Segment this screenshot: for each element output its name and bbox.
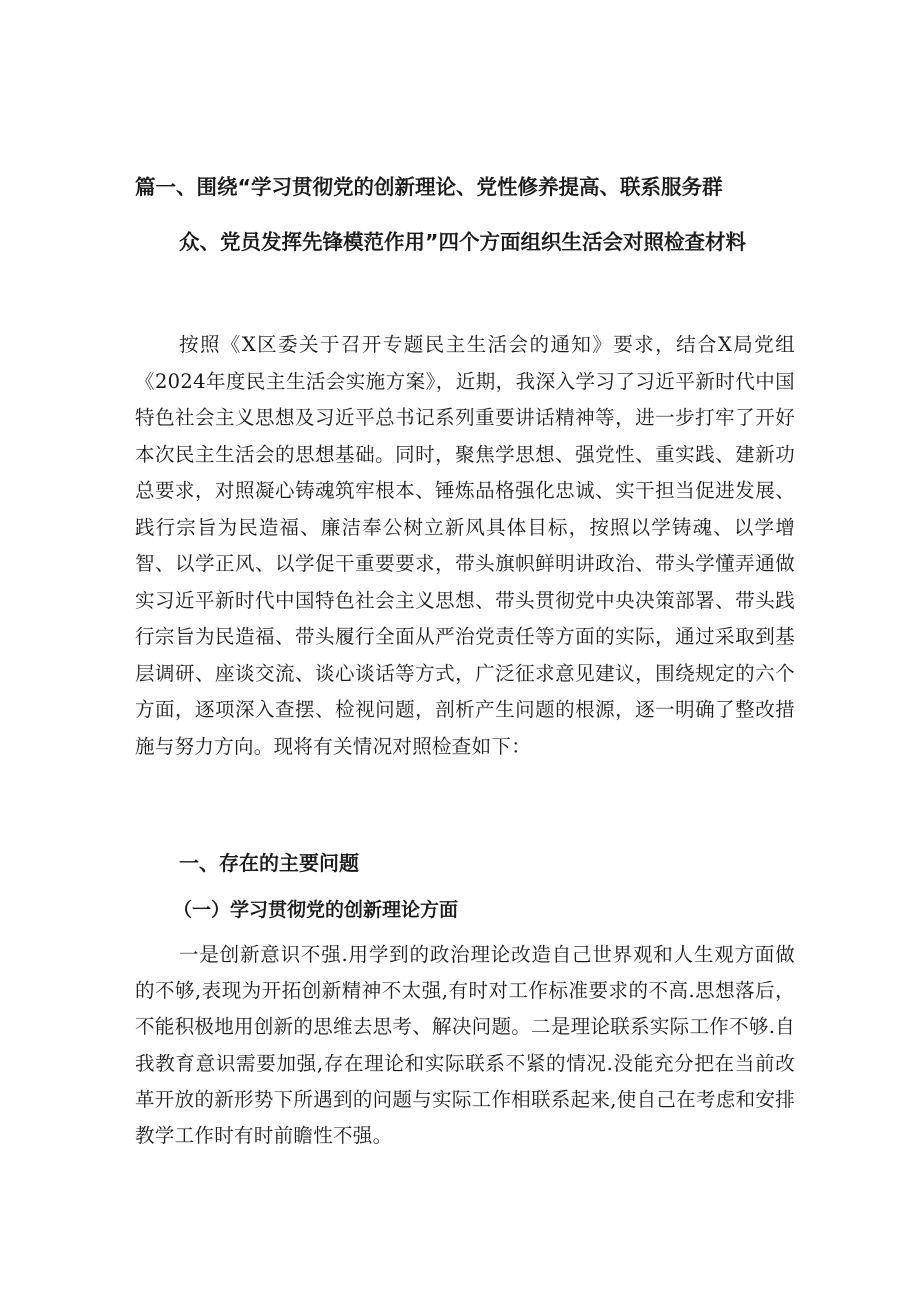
intro-paragraph: 按照《X区委关于召开专题民主生活会的通知》要求，结合X局党组《2024年度民主生活会实施方案》，近期，我深入学习了习近平新时代中国特色社会主义思想及习近平总书记系列重要讲话精神等，进一步打牢了开好本次民主生活会的思想基础。同时，聚焦学思想、强党性、重实践、建新功总要求，对照凝心铸魂筑牢根本、锤炼品格强化忠诚、实干担当促进发展、践行宗旨为民造福、廉洁奉公树立新风具体目标，按照以学铸魂、以学增智、以学正风、以学促干重要要求，带头旗帜鲜明讲政治、带头学懂弄通做实习近平新时代中国特色社会主义思想、带头贯彻党中央决策部署、带头践行宗旨为民造福、带头履行全面从严治党责任等方面的实际，通过采取到基层调研、座谈交流、谈心谈话等方式，广泛征求意见建议，围绕规定的六个方面，逐项深入查摆、检视问题，剖析产生问题的根源，逐一明确了整改措施与努力方向。现将有关情况对照检查如下：: [135, 333, 795, 758]
theory-study-paragraph: 一是创新意识不强.用学到的政治理论改造自己世界观和人生观方面做的不够,表现为开拓创新精神不太强,有时对工作标准要求的不高.思想落后，不能积极地用创新的思维去思考、解决问题。二是理论联系实际工作不够.自我教育意识需要加强,存在理论和实际联系不紧的情况.没能充分把在当前改革开放的新形势下所遇到的问题与实际工作相联系起来,使自己在考虑和安排教学工作时有时前瞻性不强。: [135, 943, 795, 1148]
section-heading-main-problems: 一、存在的主要问题: [179, 851, 359, 875]
document-title-line-2: 众、党员发挥先锋模范作用”四个方面组织生活会对照检查材料: [179, 230, 746, 254]
subsection-heading-theory-study: （一）学习贯彻党的创新理论方面: [173, 899, 459, 921]
document-title-line-1: 篇一、围绕“学习贯彻党的创新理论、党性修养提高、联系服务群: [135, 175, 723, 199]
